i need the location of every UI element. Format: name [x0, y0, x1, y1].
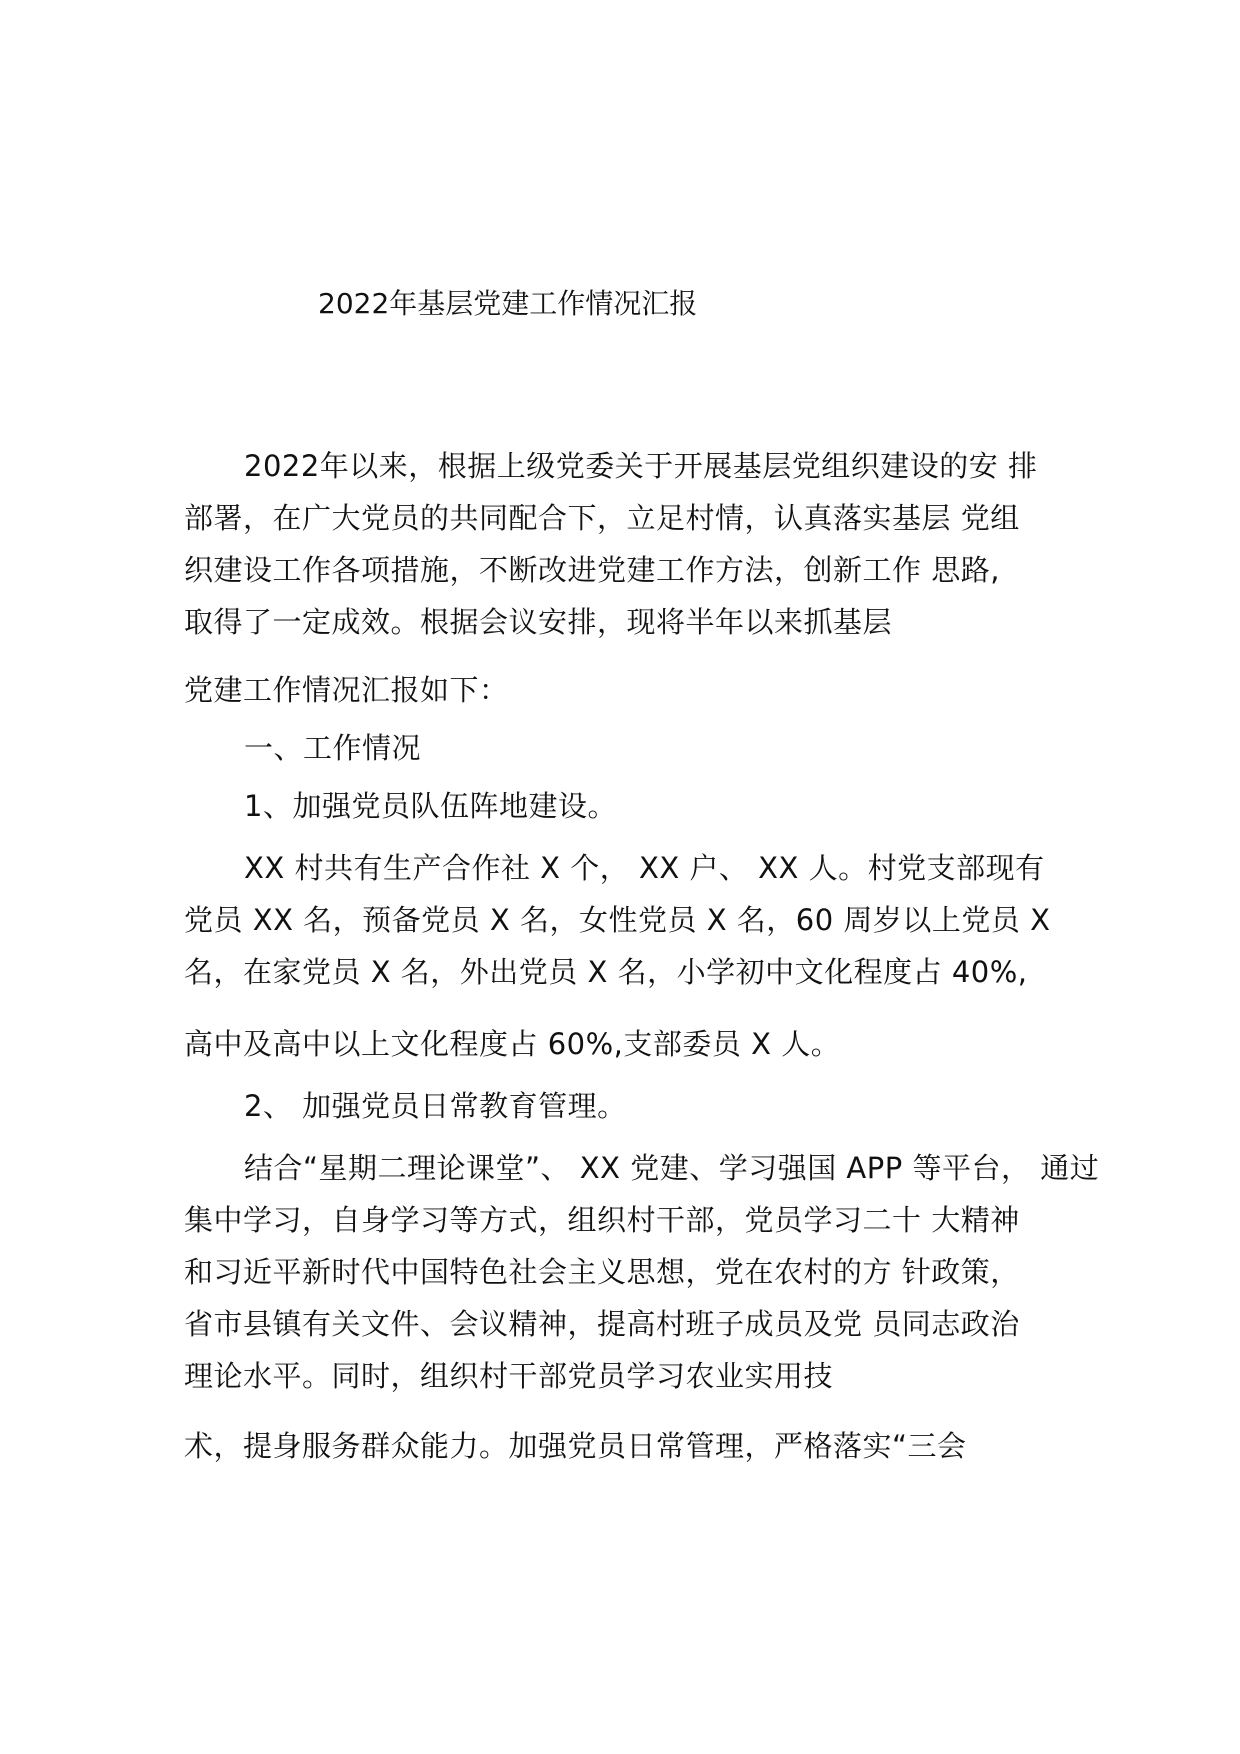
paragraph-line: 高中及高中以上文化程度占 60%,支部委员 X 人。 [184, 1027, 841, 1061]
paragraph-line: 2022年以来，根据上级党委关于开展基层党组织建设的安 排 [244, 449, 1038, 483]
subsection-heading: 1、加强党员队伍阵地建设。 [244, 789, 617, 823]
subsection-heading: 2、 加强党员日常教育管理。 [244, 1089, 627, 1123]
paragraph-line: 名，在家党员 X 名，外出党员 X 名，小学初中文化程度占 40%, [184, 955, 1028, 989]
paragraph-line: 部署，在广大党员的共同配合下，立足村情，认真落实基层 党组 [184, 501, 1020, 535]
paragraph-line: 术，提身服务群众能力。加强党员日常管理，严格落实“三会 [184, 1429, 967, 1463]
paragraph-line: 理论水平。同时，组织村干部党员学习农业实用技 [184, 1359, 834, 1393]
paragraph-line: 党建工作情况汇报如下： [184, 673, 509, 707]
paragraph-line: 结合“星期二理论课堂”、 XX 党建、学习强国 APP 等平台， 通过 [244, 1151, 1100, 1185]
document-title: 2022年基层党建工作情况汇报 [318, 287, 698, 320]
section-heading: 一、工作情况 [244, 731, 422, 765]
paragraph-line: 织建设工作各项措施，不断改进党建工作方法，创新工作 思路, [184, 553, 1000, 587]
paragraph-line: 省市县镇有关文件、会议精神，提高村班子成员及党 员同志政治 [184, 1307, 1020, 1341]
paragraph-line: XX 村共有生产合作社 X 个， XX 户、 XX 人。村党支部现有 [244, 851, 1045, 885]
paragraph-line: 和习近平新时代中国特色社会主义思想，党在农村的方 针政策， [184, 1255, 1020, 1289]
paragraph-line: 集中学习，自身学习等方式，组织村干部，党员学习二十 大精神 [184, 1203, 1020, 1237]
paragraph-line: 取得了一定成效。根据会议安排，现将半年以来抓基层 [184, 605, 893, 639]
paragraph-line: 党员 XX 名，预备党员 X 名，女性党员 X 名，60 周岁以上党员 X [184, 903, 1051, 937]
